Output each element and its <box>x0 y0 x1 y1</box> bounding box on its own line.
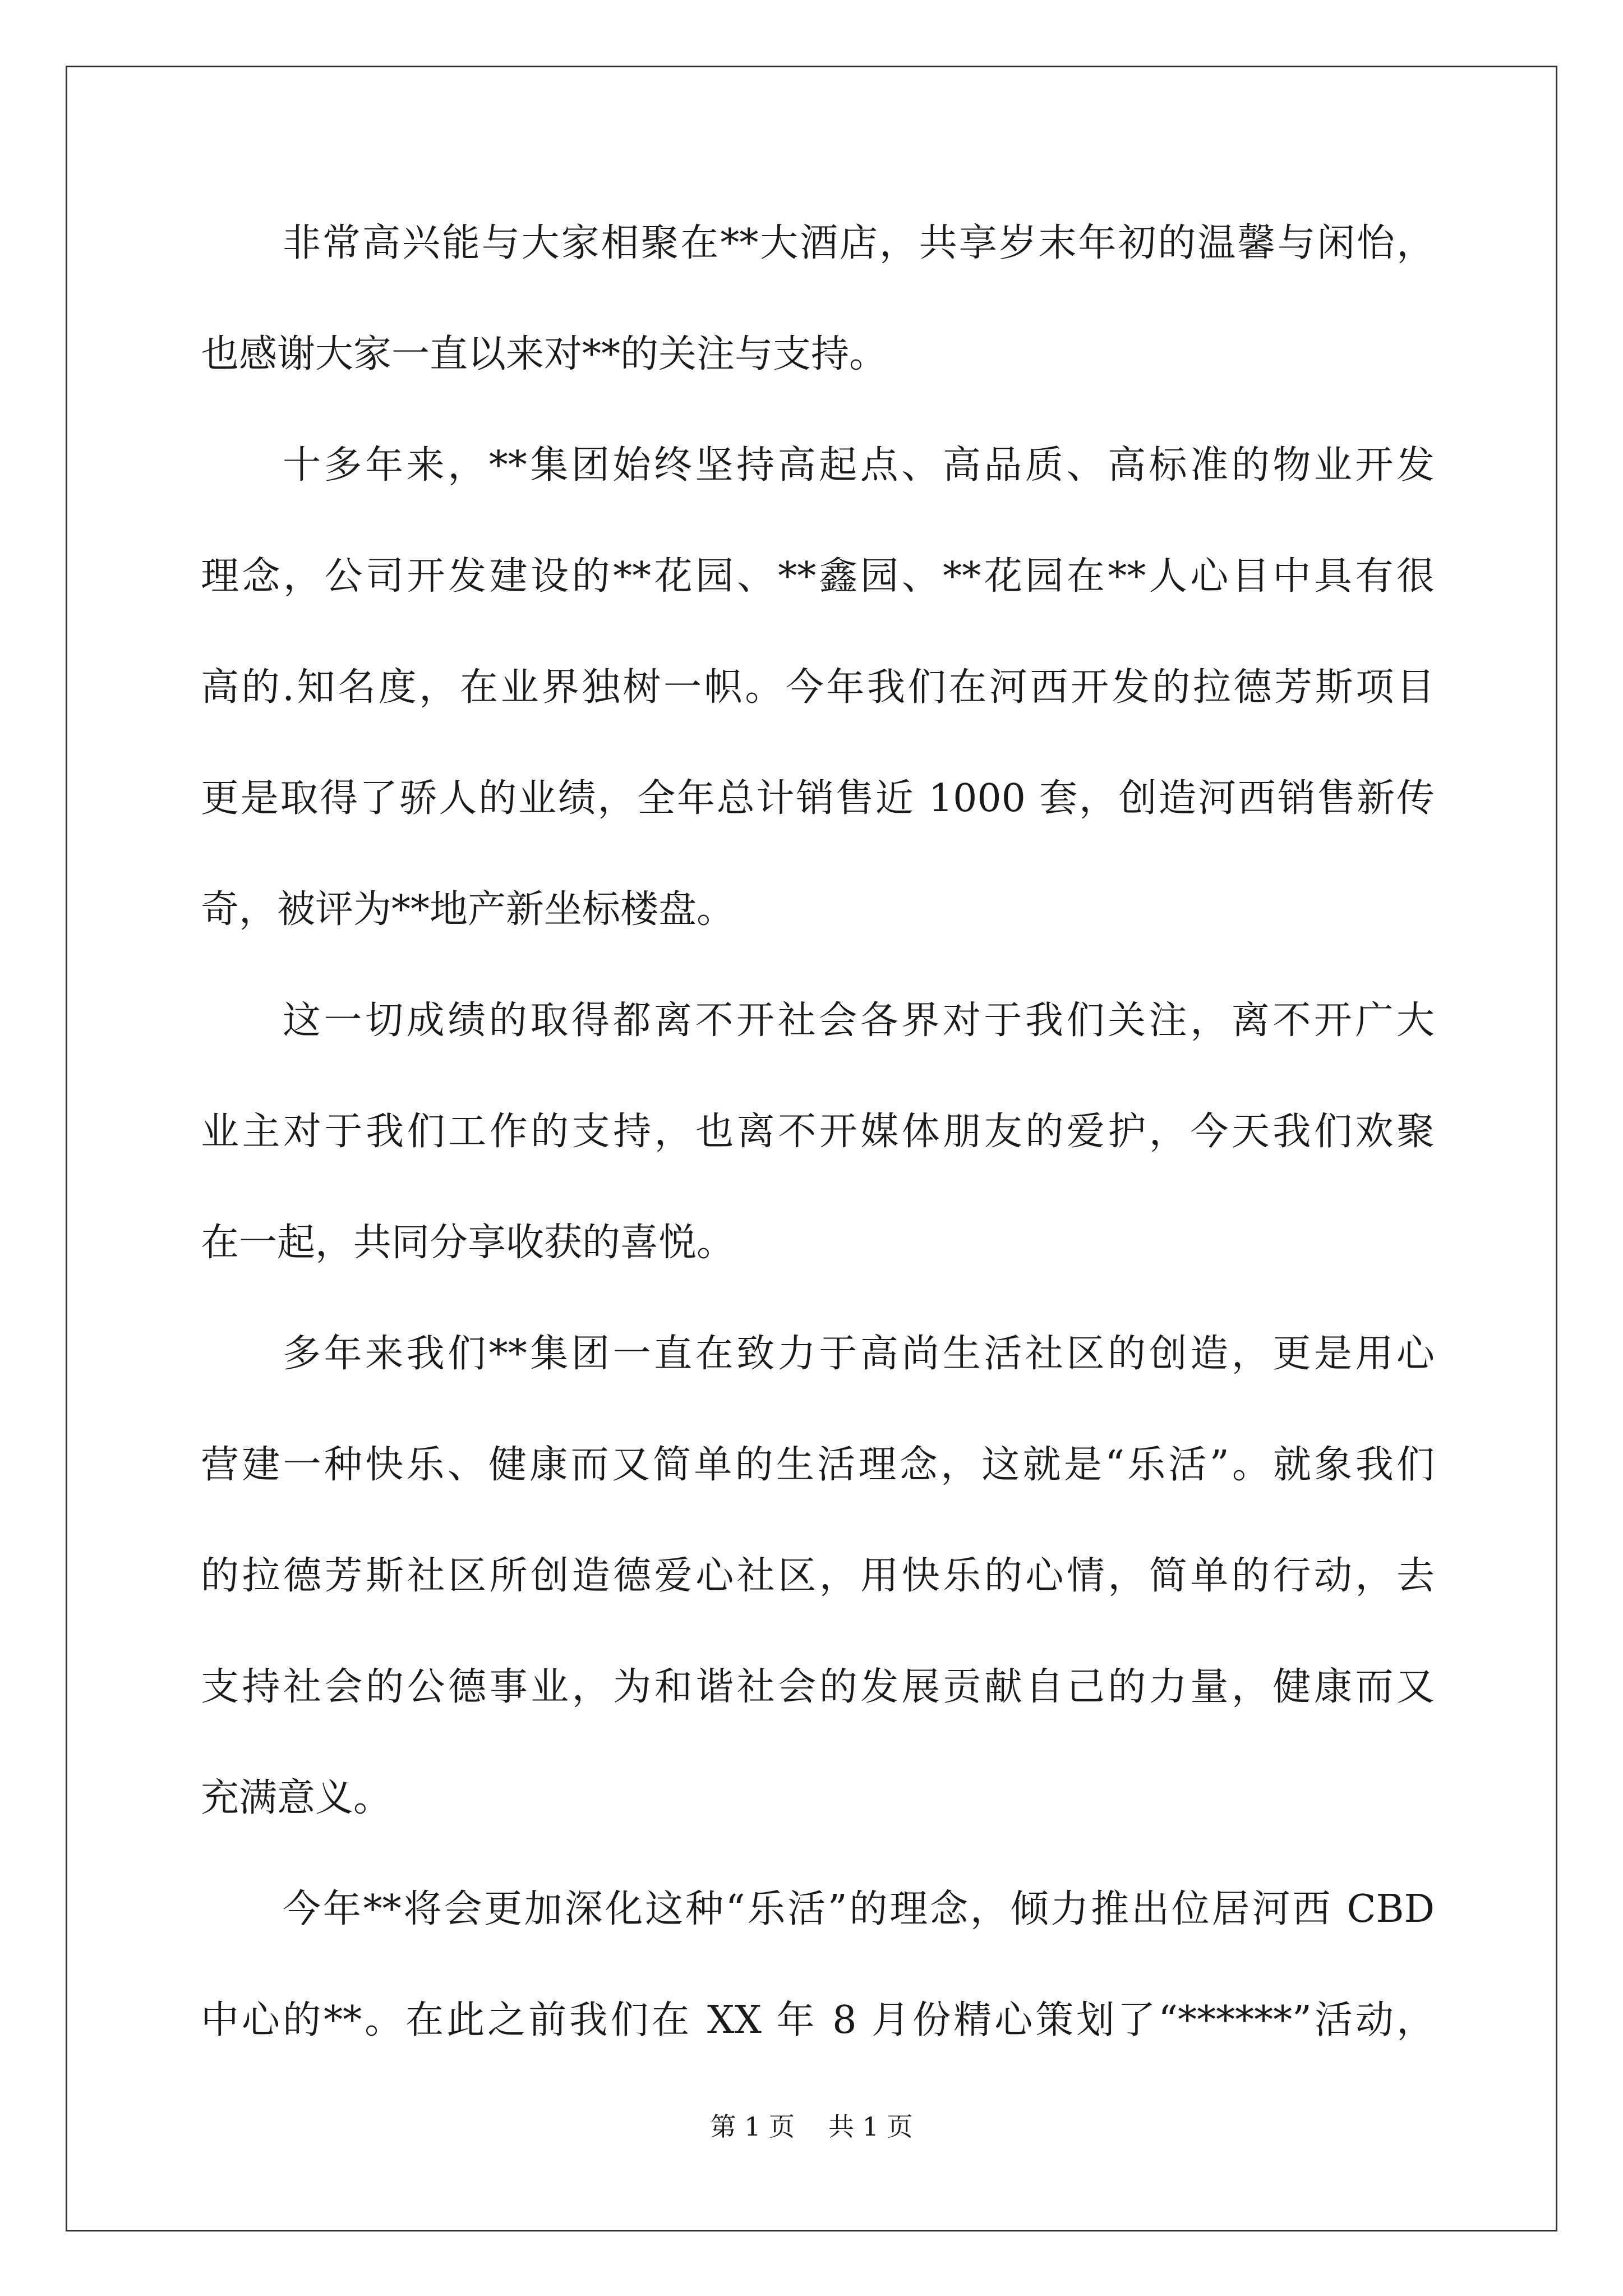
page-number: 第 1 页 <box>710 2111 795 2142</box>
paragraph-5-line-2: 中心的**。在此之前我们在 XX 年 8 月份精心策划了“******”活动， <box>201 1998 1435 2042</box>
page-footer <box>0 2111 1623 2142</box>
paragraph-2-line-4: 更是取得了骄人的业绩，全年总计销售近 1000 套，创造河西销售新传 <box>201 776 1435 821</box>
paragraph-3-line-3: 在一起，共同分享收获的喜悦。 <box>201 1221 735 1265</box>
paragraph-4-line-1: 多年来我们**集团一直在致力于高尚生活社区的创造，更是用心 <box>283 1332 1435 1376</box>
paragraph-3-line-2: 业主对于我们工作的支持，也离不开媒体朋友的爱护，今天我们欢聚 <box>201 1110 1435 1154</box>
paragraph-4-line-3: 的拉德芳斯社区所创造德爱心社区，用快乐的心情，简单的行动，去 <box>201 1554 1435 1598</box>
paragraph-3-line-1: 这一切成绩的取得都离不开社会各界对于我们关注，离不开广大 <box>283 999 1435 1043</box>
paragraph-4-line-4: 支持社会的公德事业，为和谐社会的发展贡献自己的力量，健康而又 <box>201 1665 1435 1709</box>
paragraph-1-line-2: 也感谢大家一直以来对**的关注与支持。 <box>201 332 888 376</box>
paragraph-4-line-2: 营建一种快乐、健康而又简单的生活理念，这就是“乐活”。就象我们 <box>201 1443 1435 1487</box>
paragraph-2-line-5: 奇，被评为**地产新坐标楼盘。 <box>201 887 735 932</box>
paragraph-4-line-5: 充满意义。 <box>201 1776 392 1820</box>
paragraph-1-line-1: 非常高兴能与大家相聚在**大酒店，共享岁末年初的温馨与闲怡， <box>283 221 1435 265</box>
document-body <box>201 221 1435 2113</box>
paragraph-2-line-1: 十多年来，**集团始终坚持高起点、高品质、高标准的物业开发 <box>283 443 1435 487</box>
paragraph-2-line-3: 高的.知名度，在业界独树一帜。今年我们在河西开发的拉德芳斯项目 <box>201 665 1435 710</box>
page-total: 共 1 页 <box>828 2111 913 2142</box>
paragraph-5-line-1: 今年**将会更加深化这种“乐活”的理念，倾力推出位居河西 CBD <box>283 1887 1435 1931</box>
paragraph-2-line-2: 理念，公司开发建设的**花园、**鑫园、**花园在**人心目中具有很 <box>201 554 1435 599</box>
